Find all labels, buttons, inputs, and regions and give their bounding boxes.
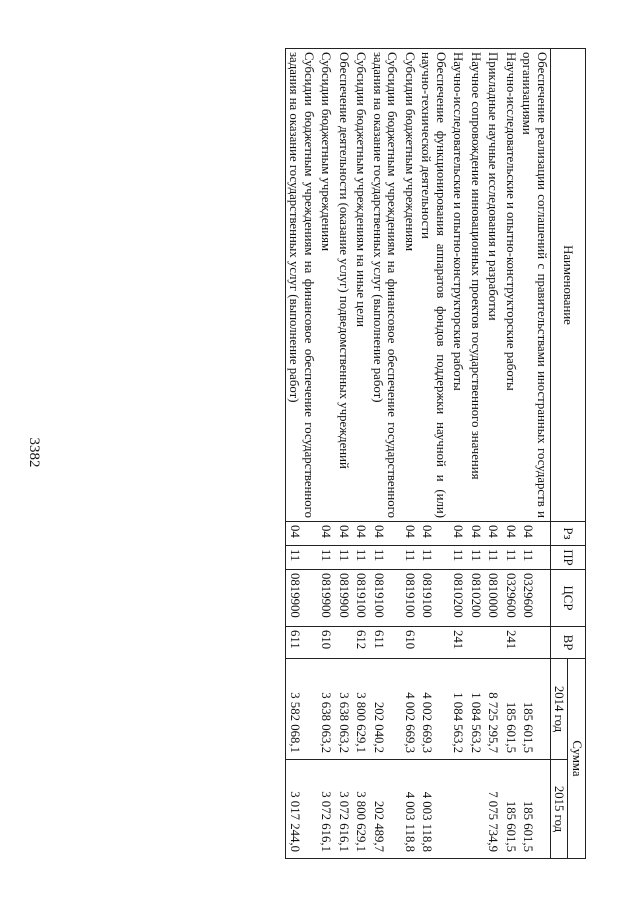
table-row bbox=[418, 49, 449, 859]
row-vr bbox=[418, 627, 449, 659]
row-pr: 11 bbox=[484, 546, 502, 570]
row-name: Субсидии бюджетным учреждениям на иные цели bbox=[352, 49, 370, 522]
table-row bbox=[484, 49, 502, 859]
row-vr bbox=[519, 627, 551, 659]
row-sum-2014: 4 002 669,3 bbox=[418, 659, 449, 760]
row-csr: 0329600 bbox=[502, 570, 520, 627]
row-csr: 0810000 bbox=[484, 570, 502, 627]
table-row bbox=[401, 49, 419, 859]
table-row bbox=[317, 49, 335, 859]
row-rz: 04 bbox=[370, 522, 401, 546]
row-csr: 0819900 bbox=[286, 570, 318, 627]
row-rz: 04 bbox=[352, 522, 370, 546]
row-sum-2014: 1 084 563,2 bbox=[467, 659, 485, 760]
row-vr: 610 bbox=[401, 627, 419, 659]
header-rz: Рз bbox=[551, 522, 586, 546]
budget-table bbox=[285, 48, 586, 859]
table-body bbox=[286, 49, 551, 859]
row-csr: 0819100 bbox=[418, 570, 449, 627]
row-rz: 04 bbox=[519, 522, 551, 546]
header-sum: Сумма bbox=[568, 659, 586, 859]
row-rz: 04 bbox=[502, 522, 520, 546]
row-sum-2015: 4 003 118,8 bbox=[401, 760, 419, 859]
row-vr: 611 bbox=[370, 627, 401, 659]
row-sum-2015: 3 072 616,1 bbox=[317, 760, 335, 859]
table-row bbox=[502, 49, 520, 859]
table-row bbox=[449, 49, 467, 859]
row-name: Научное сопровождение инновационных проектов государственного значения bbox=[467, 49, 485, 522]
row-rz: 04 bbox=[449, 522, 467, 546]
row-name: Научно-исследовательские и опытно-конструкторские работы bbox=[449, 49, 467, 522]
row-csr: 0819900 bbox=[317, 570, 335, 627]
row-name: Обеспечение реализации соглашений с правительствами иностранных государств и организациями bbox=[519, 49, 551, 522]
row-csr: 0810200 bbox=[467, 570, 485, 627]
row-pr: 11 bbox=[401, 546, 419, 570]
row-csr: 0819100 bbox=[401, 570, 419, 627]
row-sum-2015: 185 601,5 bbox=[502, 760, 520, 859]
row-sum-2015 bbox=[467, 760, 485, 859]
header-vr: ВР bbox=[551, 627, 586, 659]
page-number: 3382 bbox=[26, 437, 42, 468]
row-csr: 0819100 bbox=[370, 570, 401, 627]
row-name: Обеспечение деятельности (оказание услуг) подведомственных учреждений bbox=[335, 49, 353, 522]
table-row bbox=[352, 49, 370, 859]
row-pr: 11 bbox=[352, 546, 370, 570]
row-name: Прикладные научные исследования и разработки bbox=[484, 49, 502, 522]
row-sum-2014: 3 638 063,2 bbox=[335, 659, 353, 760]
row-pr: 11 bbox=[502, 546, 520, 570]
row-sum-2014: 185 601,5 bbox=[502, 659, 520, 760]
row-name: Субсидии бюджетным учреждениям на финансовое обеспечение государственного задания на оказание государственных услуг (выполнение работ) bbox=[370, 49, 401, 522]
header-name: Наименование bbox=[551, 49, 586, 522]
row-csr: 0819100 bbox=[352, 570, 370, 627]
row-csr: 0810200 bbox=[449, 570, 467, 627]
header-2015: 2015 год bbox=[551, 760, 569, 859]
row-vr: 611 bbox=[286, 627, 318, 659]
row-pr: 11 bbox=[519, 546, 551, 570]
row-sum-2015: 185 601,5 bbox=[519, 760, 551, 859]
row-sum-2015: 7 075 734,9 bbox=[484, 760, 502, 859]
row-csr: 0329600 bbox=[519, 570, 551, 627]
row-rz: 04 bbox=[418, 522, 449, 546]
row-sum-2014: 3 638 063,2 bbox=[317, 659, 335, 760]
row-vr: 612 bbox=[352, 627, 370, 659]
header-csr: ЦСР bbox=[551, 570, 586, 627]
row-sum-2015: 4 003 118,8 bbox=[418, 760, 449, 859]
row-name: Субсидии бюджетным учреждениям на финансовое обеспечение государственного задания на оказание государственных услуг (выполнение работ) bbox=[286, 49, 318, 522]
row-rz: 04 bbox=[401, 522, 419, 546]
row-rz: 04 bbox=[467, 522, 485, 546]
row-rz: 04 bbox=[335, 522, 353, 546]
table-row bbox=[286, 49, 318, 859]
row-vr: 241 bbox=[502, 627, 520, 659]
row-sum-2015: 202 489,7 bbox=[370, 760, 401, 859]
row-name: Научно-исследовательские и опытно-конструкторские работы bbox=[502, 49, 520, 522]
row-sum-2014: 4 002 669,3 bbox=[401, 659, 419, 760]
row-sum-2014: 8 725 295,7 bbox=[484, 659, 502, 760]
row-sum-2015: 3 072 616,1 bbox=[335, 760, 353, 859]
row-sum-2014: 1 084 563,2 bbox=[449, 659, 467, 760]
row-name: Обеспечение функционирования аппаратов фондов поддержки научной и (или) научно-технической деятельности bbox=[418, 49, 449, 522]
header-2014: 2014 год bbox=[551, 659, 569, 760]
table-row bbox=[335, 49, 353, 859]
table-row bbox=[467, 49, 485, 859]
row-sum-2014: 185 601,5 bbox=[519, 659, 551, 760]
row-pr: 11 bbox=[370, 546, 401, 570]
header-pr: ПР bbox=[551, 546, 586, 570]
row-pr: 11 bbox=[467, 546, 485, 570]
row-sum-2014: 202 040,2 bbox=[370, 659, 401, 760]
row-vr: 610 bbox=[317, 627, 335, 659]
row-pr: 11 bbox=[449, 546, 467, 570]
row-rz: 04 bbox=[286, 522, 318, 546]
row-rz: 04 bbox=[317, 522, 335, 546]
row-vr: 241 bbox=[449, 627, 467, 659]
row-name: Субсидии бюджетным учреждениям bbox=[401, 49, 419, 522]
table-row bbox=[519, 49, 551, 859]
row-vr bbox=[484, 627, 502, 659]
row-sum-2014: 3 582 068,1 bbox=[286, 659, 318, 760]
row-vr bbox=[467, 627, 485, 659]
row-name: Субсидии бюджетным учреждениям bbox=[317, 49, 335, 522]
row-pr: 11 bbox=[335, 546, 353, 570]
row-rz: 04 bbox=[484, 522, 502, 546]
table-row bbox=[370, 49, 401, 859]
row-csr: 0819900 bbox=[335, 570, 353, 627]
row-sum-2015 bbox=[449, 760, 467, 859]
row-sum-2014: 3 800 629,1 bbox=[352, 659, 370, 760]
row-pr: 11 bbox=[418, 546, 449, 570]
row-sum-2015: 3 800 629,1 bbox=[352, 760, 370, 859]
row-sum-2015: 3 017 244,0 bbox=[286, 760, 318, 859]
row-pr: 11 bbox=[317, 546, 335, 570]
row-vr bbox=[335, 627, 353, 659]
row-pr: 11 bbox=[286, 546, 318, 570]
